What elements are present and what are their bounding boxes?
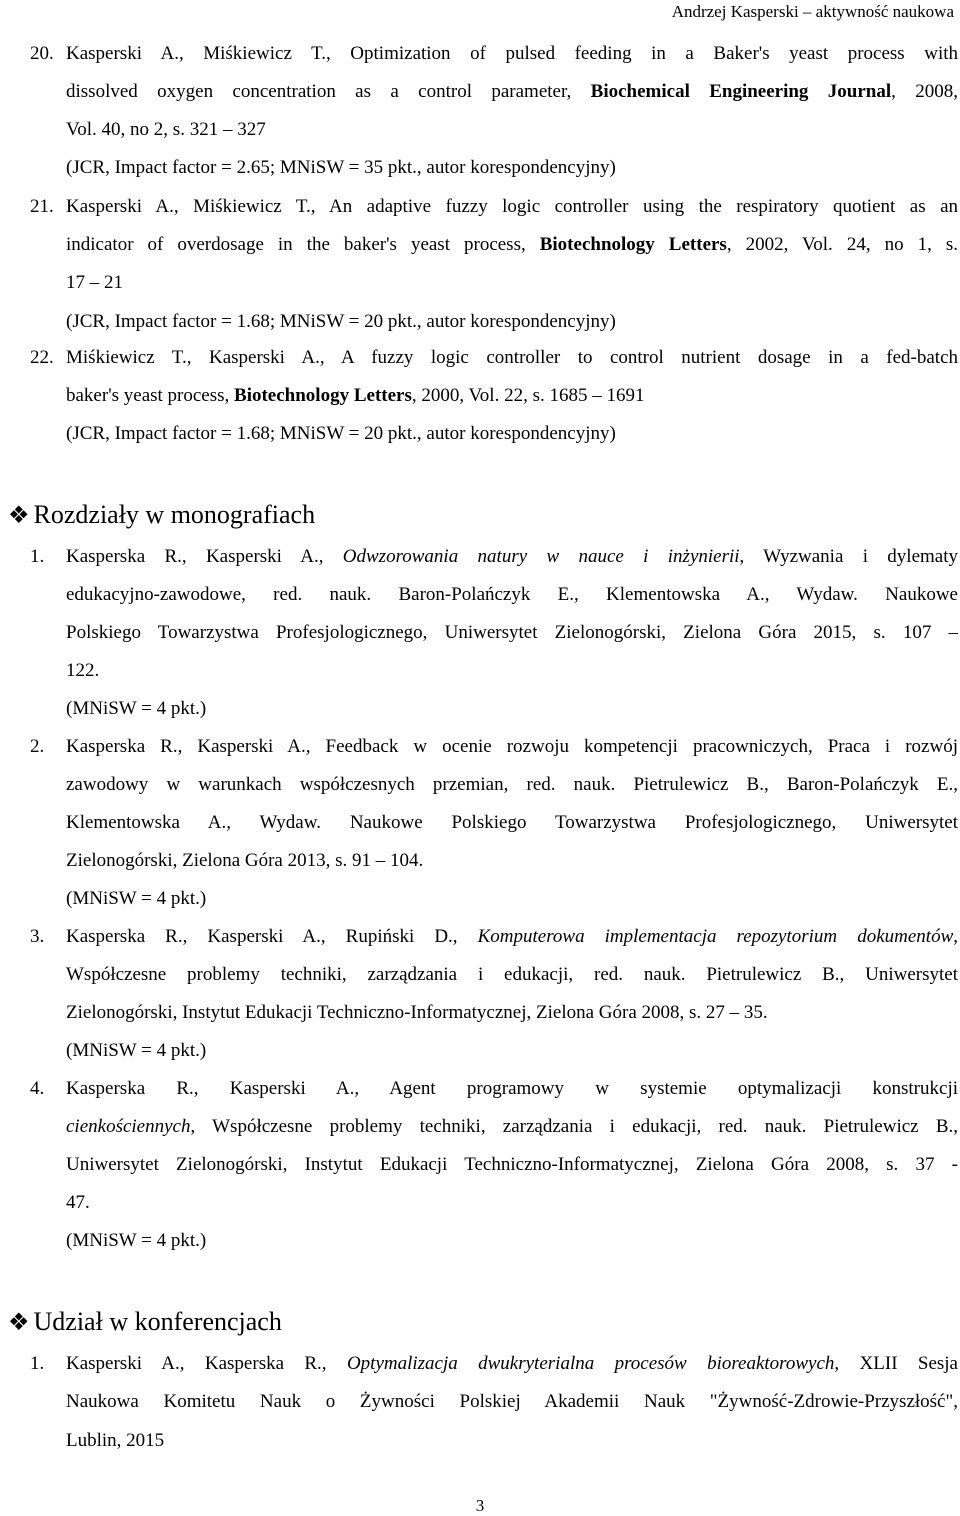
entry-line	[66, 385, 958, 407]
entry-number: 1.	[30, 1353, 45, 1374]
entry-text: Kasperski A., Miśkiewicz T., An adaptive fuzzy logic controller using the respiratory quotient as an	[66, 196, 958, 217]
entry-line	[66, 196, 958, 218]
work-title: Optymalizacja dwukryterialna procesów bioreaktorowych	[346, 1353, 835, 1374]
entry-text: Zielonogórski, Zielona Góra 2013, s. 91 – 104.	[66, 850, 424, 871]
entry-line	[66, 119, 958, 141]
entry-text: 17 – 21	[66, 272, 123, 293]
entry-text: (JCR, Impact factor = 2.65; MNiSW = 35 pkt., autor korespondencyjny)	[66, 157, 616, 178]
diamond-bullet-icon: ❖	[8, 1310, 30, 1336]
entry-number: 4.	[30, 1078, 45, 1099]
entry-text: Naukowa Komitetu Nauk o Żywności Polskiej Akademii Nauk "Żywność-Zdrowie-Przyszłość",	[66, 1391, 958, 1412]
entry-line	[66, 926, 958, 948]
entry-text: Kasperski A., Kasperska R.,	[66, 1353, 347, 1374]
entry-text: 122.	[66, 660, 100, 681]
work-title: Komputerowa implementacja repozytorium dokumentów	[477, 926, 954, 947]
section-heading	[8, 500, 315, 531]
entry-line	[66, 157, 958, 179]
entry-line	[66, 812, 958, 834]
entry-line	[66, 850, 958, 872]
section-heading	[8, 1307, 282, 1338]
entry-line	[66, 1040, 958, 1062]
diamond-bullet-icon: ❖	[8, 503, 30, 529]
entry-text: Klementowska A., Wydaw. Naukowe Polskiego Towarzystwa Profesjologicznego, Uniwersytet	[66, 812, 958, 833]
entry-number: 3.	[30, 926, 45, 947]
section-title: Rozdziały w monografiach	[33, 500, 316, 529]
entry-text: , 2000, Vol. 22, s. 1685 – 1691	[411, 385, 645, 406]
entry-number: 1.	[30, 546, 45, 567]
journal-name: Biotechnology Letters	[234, 385, 412, 406]
entry-text: zawodowy w warunkach współczesnych przemian, red. nauk. Pietrulewicz B., Baron-Polańczyk E.,	[66, 774, 958, 795]
work-title: Odwzorowania natury w nauce i inżynierii	[342, 546, 740, 567]
entry-line	[66, 622, 958, 644]
entry-text: Vol. 40, no 2, s. 321 – 327	[66, 119, 266, 140]
entry-line	[66, 272, 958, 294]
entry-text: (MNiSW = 4 pkt.)	[66, 1040, 207, 1061]
entry-line	[66, 1192, 958, 1214]
entry-line	[66, 546, 958, 568]
entry-text: Lublin, 2015	[66, 1430, 165, 1451]
entry-line	[66, 423, 958, 445]
entry-text: indicator of overdosage in the baker's yeast process,	[66, 234, 540, 255]
section-title: Udział w konferencjach	[33, 1307, 282, 1336]
entry-text: edukacyjno-zawodowe, red. nauk. Baron-Polańczyk E., Klementowska A., Wydaw. Naukowe	[66, 584, 958, 605]
entry-line	[66, 43, 958, 65]
entry-line	[66, 774, 958, 796]
entry-line	[66, 81, 958, 103]
entry-text: Zielonogórski, Instytut Edukacji Techniczno-Informatycznej, Zielona Góra 2008, s. 27 – 35.	[66, 1002, 768, 1023]
entry-line	[66, 660, 958, 682]
entry-text: (JCR, Impact factor = 1.68; MNiSW = 20 pkt., autor korespondencyjny)	[66, 311, 616, 332]
entry-text: Kasperska R., Kasperski A., Feedback w ocenie rozwoju kompetencji pracowniczych, Praca i rozwój	[66, 736, 958, 757]
entry-text: , Współczesne problemy techniki, zarządzania i edukacji, red. nauk. Pietrulewicz B.,	[190, 1116, 958, 1137]
journal-name: Biotechnology Letters	[539, 234, 727, 255]
entry-text: Współczesne problemy techniki, zarządzania i edukacji, red. nauk. Pietrulewicz B., Uniwersytet	[66, 964, 958, 985]
entry-line	[66, 1230, 958, 1252]
work-title: cienkościennych	[66, 1116, 191, 1137]
entry-line	[66, 888, 958, 910]
entry-text: (MNiSW = 4 pkt.)	[66, 698, 207, 719]
entry-text: , 2008,	[891, 81, 958, 102]
entry-text: Kasperski A., Miśkiewicz T., Optimization of pulsed feeding in a Baker's yeast process with	[66, 43, 958, 64]
entry-line	[66, 1154, 958, 1176]
entry-line	[66, 311, 958, 333]
entry-text: , XLII Sesja	[834, 1353, 958, 1374]
entry-text: Uniwersytet Zielonogórski, Instytut Edukacji Techniczno-Informatycznej, Zielona Góra 2008, s. 37 -	[66, 1154, 958, 1175]
entry-line	[66, 1116, 958, 1138]
entry-line	[66, 698, 958, 720]
entry-line	[66, 584, 958, 606]
entry-line	[66, 1353, 958, 1375]
page-header: Andrzej Kasperski – aktywność naukowa	[671, 2, 954, 21]
entry-number: 20.	[30, 43, 54, 64]
entry-text: ,	[953, 926, 958, 947]
entry-line	[66, 1002, 958, 1024]
entry-text: (JCR, Impact factor = 1.68; MNiSW = 20 pkt., autor korespondencyjny)	[66, 423, 616, 444]
entry-line	[66, 1430, 958, 1452]
entry-text: , 2002, Vol. 24, no 1, s.	[726, 234, 958, 255]
entry-line	[66, 736, 958, 758]
entry-text: Kasperska R., Kasperski A., Rupiński D.,	[66, 926, 478, 947]
entry-text: Miśkiewicz T., Kasperski A., A fuzzy logic controller to control nutrient dosage in a fed-batch	[66, 347, 958, 368]
entry-line	[66, 234, 958, 256]
entry-number: 21.	[30, 196, 54, 217]
entry-text: (MNiSW = 4 pkt.)	[66, 1230, 207, 1251]
entry-line	[66, 1391, 958, 1413]
entry-line	[66, 964, 958, 986]
entry-number: 2.	[30, 736, 45, 757]
entry-text: Polskiego Towarzystwa Profesjologicznego, Uniwersytet Zielonogórski, Zielona Góra 2015, s. 107 –	[66, 622, 958, 643]
entry-line	[66, 1078, 958, 1100]
entry-number: 22.	[30, 347, 54, 368]
entry-text: , Wyzwania i dylematy	[739, 546, 959, 567]
entry-line	[66, 347, 958, 369]
entry-text: baker's yeast process,	[66, 385, 235, 406]
journal-name: Biochemical Engineering Journal	[590, 81, 892, 102]
entry-text: Kasperska R., Kasperski A.,	[66, 546, 343, 567]
entry-text: dissolved oxygen concentration as a control parameter,	[66, 81, 591, 102]
entry-text: (MNiSW = 4 pkt.)	[66, 888, 207, 909]
page-number: 3	[475, 1496, 485, 1515]
entry-text: 47.	[66, 1192, 90, 1213]
entry-text: Kasperska R., Kasperski A., Agent programowy w systemie optymalizacji konstrukcji	[66, 1078, 958, 1099]
